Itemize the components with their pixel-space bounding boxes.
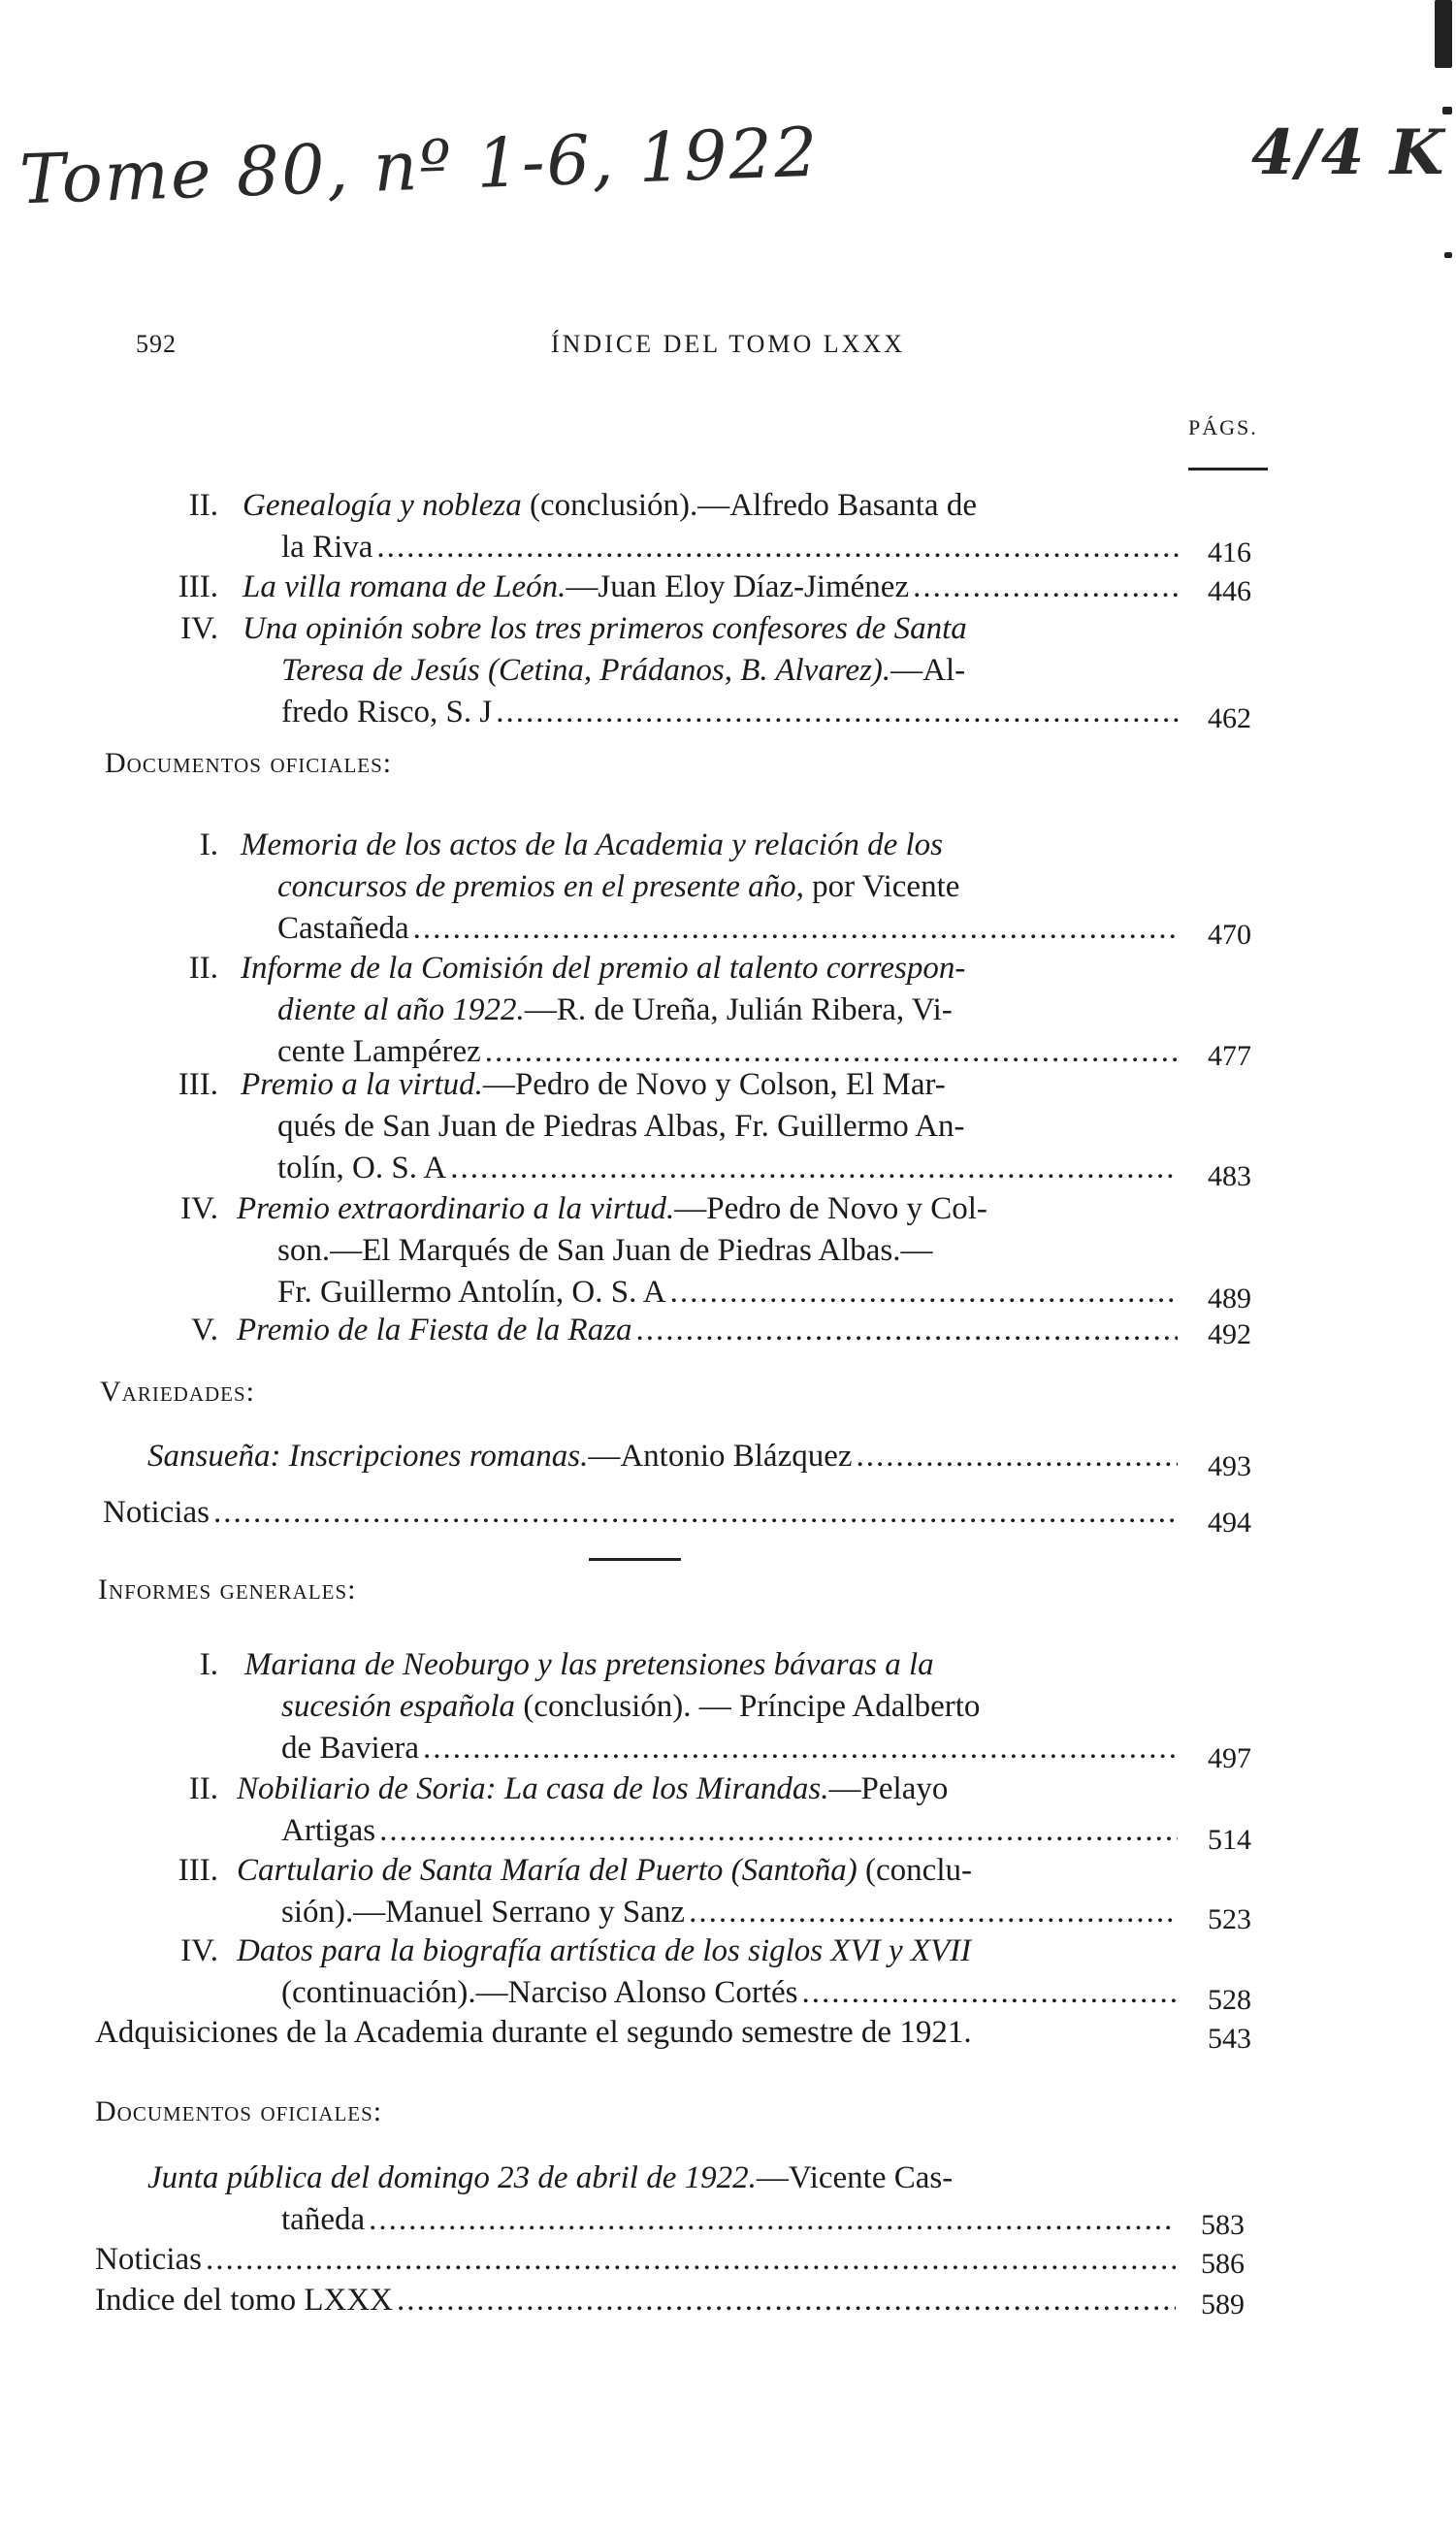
dot-leaders <box>369 2199 1176 2241</box>
dot-leaders <box>379 1810 1178 1852</box>
entry-number: V. <box>191 1313 218 1347</box>
entry-text: tolín, O. S. A <box>277 1151 447 1185</box>
entry-title: diente al año 1922. <box>277 992 525 1027</box>
dot-leaders <box>213 1492 1178 1534</box>
section-divider <box>589 1558 681 1561</box>
entry-number: IV. <box>180 611 218 646</box>
dot-leaders <box>801 1972 1178 2014</box>
entry-number: I. <box>199 827 218 862</box>
dot-leaders <box>636 1310 1178 1351</box>
entry-text: —R. de Ureña, Julián Ribera, Vi- <box>524 992 953 1027</box>
running-head: ÍNDICE DEL TOMO LXXX <box>551 330 905 358</box>
entry-text: Artigas <box>281 1813 376 1848</box>
page-header <box>0 330 1456 369</box>
entry-page: 494 <box>1208 1507 1251 1539</box>
entry-title: Datos para la biografía artística de los siglos XVI y XVII <box>237 1933 972 1968</box>
dot-leaders <box>376 527 1179 568</box>
entry-page: 416 <box>1208 536 1251 568</box>
entry-title: Teresa de Jesús (Cetina, Prádanos, B. Alvarez). <box>281 653 891 688</box>
handwritten-note: Tome 80, nº 1-6, 1922 <box>17 112 821 220</box>
entry-page: 462 <box>1208 702 1251 734</box>
entry-text: —Al- <box>890 653 966 688</box>
entry-title: Nobiliario de Soria: La casa de los Mirandas. <box>237 1771 829 1806</box>
entry-title: Sansueña: Inscripciones romanas. <box>147 1439 589 1474</box>
handwritten-mark: 4/4 K <box>1251 116 1446 189</box>
entry-page: 586 <box>1201 2248 1245 2280</box>
entry-title: La villa romana de León. <box>243 569 566 604</box>
entry-number: IV. <box>180 1191 218 1226</box>
dot-leaders <box>450 1148 1177 1189</box>
entry-text: (continuación).—Narciso Alonso Cortés <box>281 1975 798 2010</box>
entry-page: 489 <box>1208 1282 1251 1314</box>
entry-title: Memoria de los actos de la Academia y relación de los <box>241 827 944 862</box>
entry-page: 543 <box>1208 2023 1251 2055</box>
entry-title: Junta pública del domingo 23 de abril de 1922. <box>147 2160 757 2195</box>
entry-number: III. <box>178 1067 218 1102</box>
entry-page: 589 <box>1201 2288 1245 2320</box>
entry-page: 493 <box>1208 1450 1251 1482</box>
entry-text: (conclusión). — Príncipe Adalberto <box>523 1689 981 1724</box>
entry-number: IV. <box>180 1933 218 1968</box>
pags-rule <box>1188 468 1268 471</box>
entry-text: Indice del tomo LXXX <box>95 2283 394 2318</box>
section-heading: Documentos oficiales: <box>105 747 393 779</box>
entry-title: Premio extraordinario a la virtud. <box>237 1191 675 1226</box>
section-heading: Documentos oficiales: <box>95 2095 383 2127</box>
dot-leaders <box>689 1892 1178 1933</box>
entry-number: II. <box>188 951 218 986</box>
entry-title: Premio a la virtud. <box>241 1067 483 1102</box>
dot-leaders <box>670 1272 1178 1314</box>
entry-text: son.—El Marqués de San Juan de Piedras Albas.— <box>277 1233 933 1268</box>
entry-number: II. <box>188 488 218 523</box>
entry-page: 492 <box>1208 1318 1251 1350</box>
entry-title: Informe de la Comisión del premio al talento correspon- <box>241 951 966 986</box>
entry-text: la Riva <box>281 530 373 565</box>
entry-text: —Antonio Blázquez <box>588 1439 853 1474</box>
entry-page: 523 <box>1208 1903 1251 1935</box>
entry-number: I. <box>199 1647 218 1682</box>
section-heading: Variedades: <box>100 1376 255 1408</box>
section-heading: Informes generales: <box>98 1574 357 1606</box>
entry-title: Una opinión sobre los tres primeros confesores de Santa <box>243 611 967 646</box>
dot-leaders <box>206 2239 1176 2281</box>
entry-text: —Juan Eloy Díaz-Jiménez <box>566 569 910 604</box>
entry-page: 497 <box>1208 1742 1251 1774</box>
entry-page: 470 <box>1208 919 1251 951</box>
entry-page: 528 <box>1208 1984 1251 2016</box>
dot-leaders <box>496 692 1179 733</box>
entry-text: fredo Risco, S. J <box>281 695 493 730</box>
entry-text: Castañeda <box>277 911 409 946</box>
entry-text: —Pedro de Novo y Col- <box>674 1191 987 1226</box>
entry-number: III. <box>178 1853 218 1888</box>
entry-number: II. <box>188 1771 218 1806</box>
entry-page: 446 <box>1208 575 1251 607</box>
entry-title: concursos de premios en el presente año, <box>277 869 804 904</box>
entry-page: 477 <box>1208 1040 1251 1072</box>
pags-label: PÁGS. <box>1188 415 1258 439</box>
entry-title: Genealogía y nobleza <box>243 488 522 523</box>
entry-text: tañeda <box>281 2202 366 2237</box>
dot-leaders <box>857 1436 1178 1477</box>
page-edge-shadow <box>1423 0 1456 2531</box>
entry-text: sión).—Manuel Serrano y Sanz <box>281 1895 686 1930</box>
entry-title: Premio de la Fiesta de la Raza <box>237 1313 632 1347</box>
dot-leaders <box>413 908 1177 950</box>
entry-text: Noticias <box>103 1495 210 1530</box>
entry-text: cente Lampérez <box>277 1034 481 1069</box>
entry-page: 483 <box>1208 1160 1251 1192</box>
entry-number: III. <box>178 569 218 604</box>
entry-text: qués de San Juan de Piedras Albas, Fr. Guillermo An- <box>277 1109 965 1144</box>
entry-text: —Pelayo <box>828 1771 949 1806</box>
entry-text: Adquisiciones de la Academia durante el segundo semestre de 1921. <box>95 2015 972 2050</box>
entry-title: Mariana de Neoburgo y las pretensiones bávaras a la <box>244 1647 934 1682</box>
entry-page: 583 <box>1201 2209 1245 2241</box>
entry-text: Noticias <box>95 2242 202 2277</box>
dot-leaders <box>423 1728 1181 1769</box>
dot-leaders <box>913 567 1179 608</box>
entry-text: por Vicente <box>812 869 960 904</box>
entry-text: (conclu- <box>865 1853 972 1888</box>
entry-page: 514 <box>1208 1824 1251 1856</box>
entry-title: sucesión española <box>281 1689 516 1724</box>
entry-title: Cartulario de Santa María del Puerto (Santoña) <box>237 1853 857 1888</box>
entry-text: —Vicente Cas- <box>756 2160 954 2195</box>
entry-text: (conclusión).—Alfredo Basanta de <box>530 488 977 523</box>
page-number: 592 <box>136 330 177 358</box>
entry-text: de Baviera <box>281 1731 420 1766</box>
dot-leaders <box>397 2280 1176 2321</box>
entry-text: Fr. Guillermo Antolín, O. S. A <box>277 1275 666 1310</box>
entry-text: —Pedro de Novo y Colson, El Mar- <box>482 1067 946 1102</box>
